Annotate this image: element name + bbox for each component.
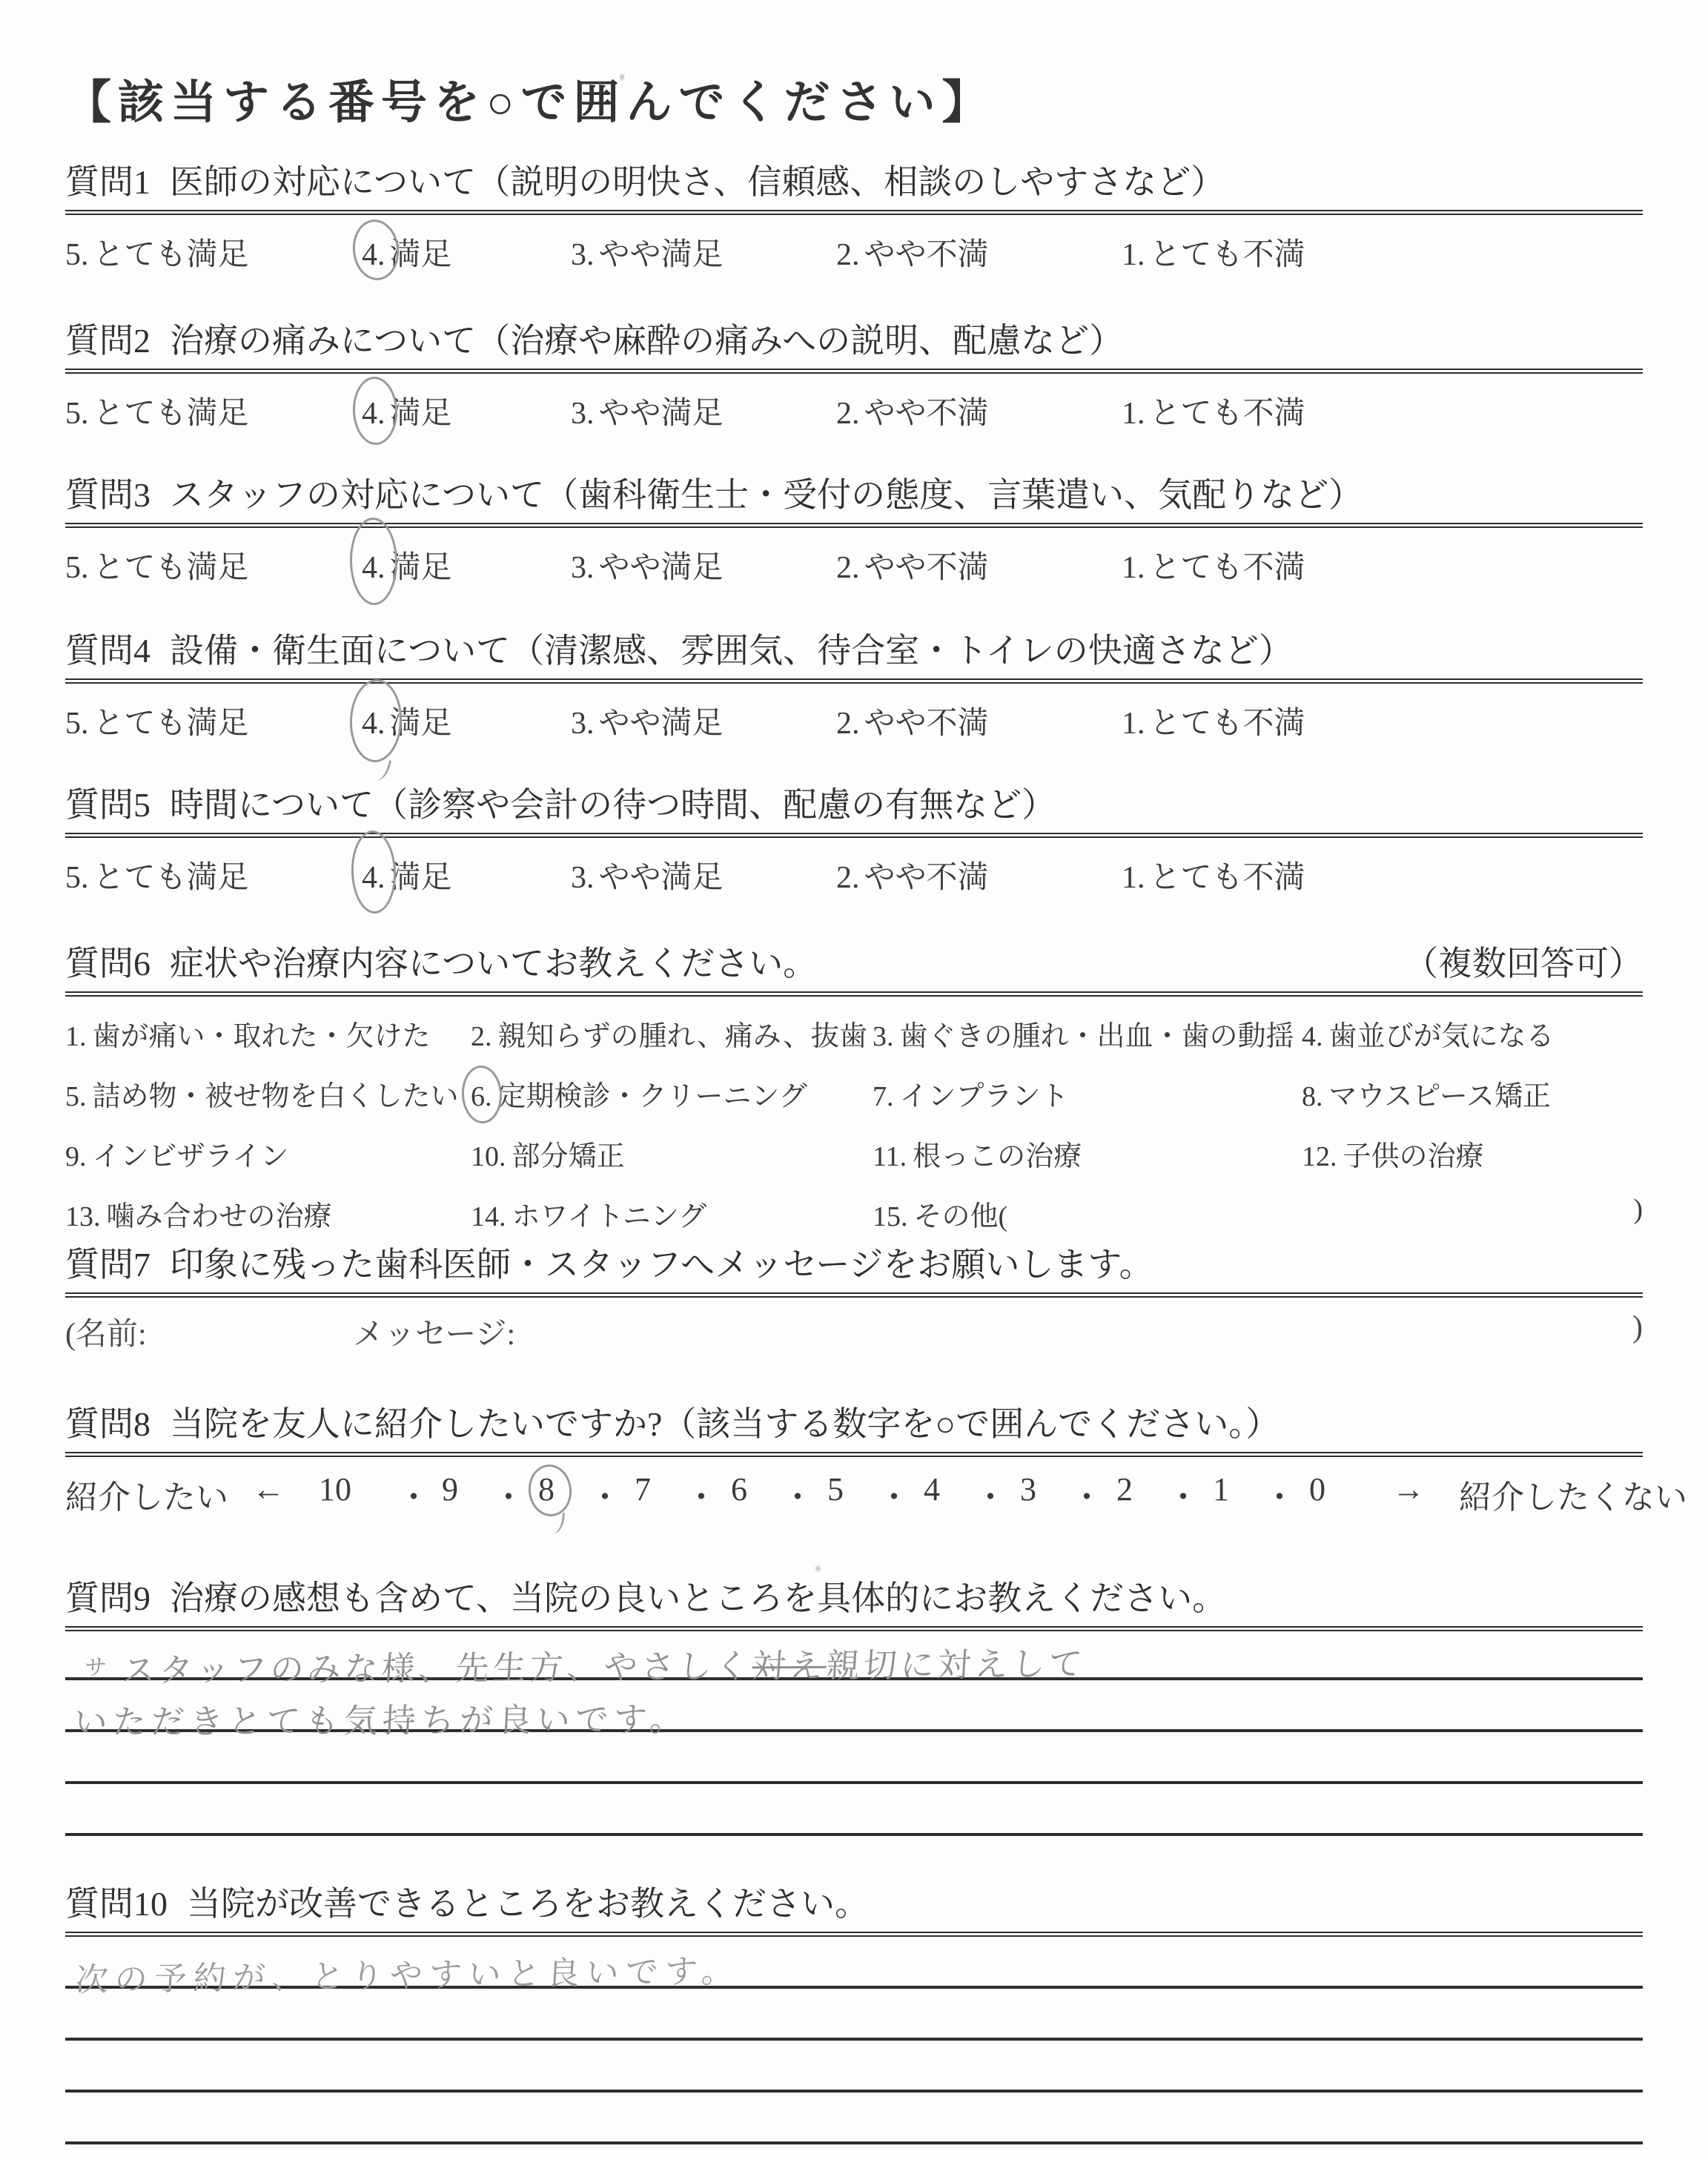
option-number: 4. [362, 238, 385, 273]
nps-dot: ・ [974, 1479, 1007, 1516]
option-label: やや不満 [864, 397, 989, 432]
question-topic: 治療の感想も含めて、当院の良いところを具体的にお教えください。 [170, 1579, 1227, 1617]
nps-dot: ・ [589, 1479, 621, 1516]
rating-option-5 [65, 389, 249, 433]
rating-option-5 [65, 853, 249, 897]
option-number: 2. [836, 707, 860, 742]
nps-dot: ・ [1167, 1479, 1199, 1516]
nps-score-10: 10 [319, 1471, 351, 1508]
question-topic: 症状や治療内容についてお教えください。 [170, 945, 818, 982]
item-number: 11. [873, 1141, 907, 1173]
option-label: やや不満 [864, 707, 989, 742]
question-heading [65, 1578, 1643, 1619]
option-number: 3. [571, 397, 595, 432]
treatment-item-7 [873, 1073, 1302, 1114]
nps-score-1: 1 [1213, 1471, 1229, 1508]
question-6-section [65, 943, 1643, 1234]
rating-option-2 [836, 230, 989, 274]
option-label: とても満足 [93, 397, 249, 432]
rating-option-3 [571, 230, 724, 274]
option-label: 満足 [389, 238, 452, 273]
treatment-item-4 [1302, 1013, 1643, 1054]
question-heading [65, 1404, 1643, 1444]
question-7-section [65, 1244, 1643, 1351]
rating-options-row [65, 698, 1643, 753]
item-label: インプラント [899, 1081, 1069, 1113]
nps-score-2: 2 [1116, 1471, 1133, 1508]
item-number: 7. [873, 1081, 894, 1113]
rating-option-1 [1122, 853, 1305, 897]
heading-rule [65, 210, 1643, 215]
option-label: とても満足 [93, 238, 249, 273]
option-label: やや不満 [864, 861, 989, 896]
treatment-items-grid [65, 1013, 1643, 1234]
nps-left-label: 紹介したい [65, 1479, 228, 1516]
option-label: とても満足 [93, 707, 249, 742]
question-number: 質問10 [65, 1885, 168, 1923]
name-field-label: (名前: [65, 1318, 147, 1353]
nps-score-3: 3 [1020, 1471, 1036, 1508]
rating-option-5 [65, 698, 249, 743]
question-topic: 設備・衛生面について（清潔感、雰囲気、待合室・トイレの快適さなど） [170, 632, 1293, 670]
option-label: やや満足 [598, 707, 724, 742]
item-label: マウスピース矯正 [1328, 1081, 1551, 1113]
heading-rule [65, 1292, 1643, 1298]
option-number: 2. [836, 238, 860, 273]
option-number: 2. [836, 861, 860, 896]
option-number: 5. [65, 238, 89, 273]
option-number: 5. [65, 707, 89, 742]
question-topic: 印象に残った歯科医師・スタッフへメッセージをお願いします。 [170, 1246, 1153, 1284]
left-arrow-icon: ← [252, 1471, 285, 1508]
option-number: 4. [362, 551, 385, 586]
item-label: 歯が痛い・取れた・欠けた [92, 1021, 431, 1053]
handwritten-text: スタッフのみな様、先生方、やさしく [121, 1646, 754, 1691]
nps-dot: ・ [685, 1479, 718, 1516]
answer-rule-line [65, 2041, 1643, 2093]
question-heading [65, 943, 1643, 984]
option-number: 4. [362, 861, 385, 896]
question-heading [65, 785, 1643, 825]
question-number: 質問8 [65, 1405, 150, 1443]
item-number: 9. [65, 1141, 87, 1173]
heading-rule [65, 1626, 1643, 1631]
heading-rule [65, 833, 1643, 838]
treatment-item-6-selected [471, 1073, 873, 1114]
question-heading [65, 162, 1643, 202]
pencil-circle-mark [349, 518, 398, 606]
question-heading [65, 1883, 1643, 1924]
nps-dot: ・ [1263, 1479, 1296, 1516]
answer-lines [65, 1943, 1643, 2144]
page-title: 【該当する番号を○で囲んでください】 [65, 78, 995, 128]
question-number: 質問5 [65, 786, 150, 824]
option-label: 満足 [389, 861, 452, 896]
question-number: 質問1 [65, 163, 150, 201]
item-number: 15. [873, 1201, 908, 1233]
nps-score-4: 4 [924, 1471, 940, 1508]
question-number: 質問6 [65, 945, 150, 982]
pencil-circle-mark [460, 1065, 503, 1125]
handwritten-text: 親切に対えして [825, 1644, 1088, 1685]
treatment-item-12 [1302, 1133, 1643, 1174]
nps-score-7: 7 [635, 1471, 651, 1508]
question-heading [65, 320, 1643, 361]
treatment-item-8 [1302, 1073, 1643, 1114]
question-heading [65, 630, 1643, 671]
question-number: 質問2 [65, 322, 150, 360]
option-label: とても不満 [1149, 397, 1305, 432]
question-topic: 当院を友人に紹介したいですか?（該当する数字を○で囲んでください。） [170, 1405, 1280, 1443]
item-label: ホワイトニング [512, 1201, 707, 1233]
rating-option-1 [1122, 230, 1305, 274]
treatment-item-9 [65, 1133, 471, 1174]
pencil-circle-mark [351, 376, 398, 446]
rating-option-1 [1122, 543, 1305, 587]
item-label: 根っこの治療 [913, 1141, 1082, 1173]
item-number: 4. [1302, 1021, 1323, 1053]
item-number: 10. [471, 1141, 506, 1173]
option-label: 満足 [389, 551, 452, 586]
treatment-item-14 [471, 1193, 873, 1234]
treatment-item-5 [65, 1073, 471, 1114]
option-number: 2. [836, 397, 860, 432]
answer-rule-line [65, 1784, 1643, 1836]
item-number: 14. [471, 1201, 506, 1233]
handwritten-answer-line-1 [83, 1636, 1088, 1691]
rating-options-row [65, 230, 1643, 285]
heading-rule [65, 991, 1643, 997]
nps-score-9: 9 [442, 1471, 458, 1508]
item-label: 噛み合わせの治療 [106, 1201, 332, 1233]
item-label: 親知らずの腫れ、痛み、抜歯 [497, 1021, 868, 1053]
handwritten-answer-line [74, 1944, 742, 2001]
question-5-section [65, 785, 1643, 908]
rating-option-2 [836, 853, 989, 897]
option-label: 満足 [389, 707, 452, 742]
rating-option-4-selected [362, 543, 452, 587]
question-topic: 医師の対応について（説明の明快さ、信頼感、相談のしやすさなど） [170, 163, 1225, 201]
option-number: 3. [571, 238, 595, 273]
question-2-section [65, 320, 1643, 443]
treatment-item-10 [471, 1133, 873, 1174]
item-label: 詰め物・被せ物を白くしたい [92, 1081, 459, 1113]
item-number: 8. [1302, 1081, 1323, 1113]
option-label: とても不満 [1149, 861, 1305, 896]
option-label: やや満足 [598, 551, 724, 586]
rating-option-5 [65, 230, 249, 274]
treatment-item-2 [471, 1013, 873, 1054]
option-number: 5. [65, 861, 89, 896]
rating-option-4-selected [362, 698, 452, 743]
nps-score-0: 0 [1309, 1471, 1325, 1508]
item-number: 13. [65, 1201, 101, 1233]
rating-options-row [65, 853, 1643, 908]
nps-scale-row [65, 1470, 1687, 1530]
question-10-section [65, 1883, 1643, 2144]
rating-options-row [65, 389, 1643, 443]
scan-speckle [815, 1566, 821, 1571]
handwritten-answer-line-2 [73, 1692, 689, 1743]
rating-option-4-selected [362, 389, 452, 433]
nps-right-label: 紹介したくない [1459, 1479, 1687, 1516]
question-topic: 治療の痛みについて（治療や麻酔の痛みへの説明、配慮など） [170, 322, 1124, 360]
option-number: 3. [571, 861, 595, 896]
option-number: 4. [362, 707, 385, 742]
option-number: 5. [65, 551, 89, 586]
question-9-section [65, 1578, 1643, 1836]
option-label: とても不満 [1149, 707, 1305, 742]
item-label: 子供の治療 [1343, 1141, 1484, 1173]
name-message-row [65, 1309, 1643, 1351]
heading-rule [65, 1452, 1643, 1457]
right-arrow-icon: → [1392, 1471, 1425, 1508]
treatment-item-13 [65, 1193, 471, 1234]
item-number: 2. [471, 1021, 492, 1053]
treatment-item-1 [65, 1013, 471, 1054]
rating-option-1 [1122, 698, 1305, 743]
rating-options-row [65, 543, 1643, 598]
nps-dot: ・ [397, 1479, 430, 1516]
pencil-circle-mark [350, 217, 402, 283]
option-number: 5. [65, 397, 89, 432]
nps-score-5: 5 [827, 1471, 844, 1508]
nps-score-6: 6 [731, 1471, 747, 1508]
option-label: とても満足 [93, 861, 249, 896]
question-number: 質問9 [65, 1579, 150, 1617]
option-label: やや満足 [598, 397, 724, 432]
item-number: 5. [65, 1081, 87, 1113]
nps-dot: ・ [878, 1479, 910, 1516]
rating-option-3 [571, 698, 724, 743]
option-number: 1. [1122, 551, 1145, 586]
question-topic: 時間について（診察や会計の待つ時間、配慮の有無など） [170, 786, 1056, 824]
option-number: 4. [362, 397, 385, 432]
handwritten-text: 次の予約が、とりやすいと良いです。 [74, 1952, 742, 2000]
pencil-circle-mark [350, 830, 397, 914]
answer-rule-line [65, 2093, 1643, 2144]
question-3-section [65, 475, 1643, 598]
handwritten-text: いただきとても気持ちが良いです。 [73, 1700, 689, 1743]
item-label: 歯ぐきの腫れ・出血・歯の動揺 [899, 1021, 1294, 1053]
item-label: 部分矯正 [512, 1141, 625, 1173]
item-label: 定期検診・クリーニング [497, 1081, 807, 1113]
rating-option-5 [65, 543, 249, 587]
handwritten-struck-text: 対え [751, 1645, 828, 1686]
option-number: 1. [1122, 707, 1145, 742]
question-4-section [65, 630, 1643, 753]
question-topic: 当院が改善できるところをお教えください。 [187, 1885, 869, 1923]
option-number: 1. [1122, 861, 1145, 896]
question-heading-left [65, 943, 817, 984]
heading-rule [65, 1932, 1643, 1937]
nps-dot: ・ [781, 1479, 814, 1516]
option-label: とても不満 [1149, 238, 1305, 273]
nps-dot: ・ [492, 1479, 525, 1516]
multi-answer-note: （複数回答可） [1404, 945, 1643, 982]
answer-lines [65, 1637, 1643, 1836]
item-label: 歯並びが気になる [1328, 1021, 1555, 1053]
option-number: 1. [1122, 397, 1145, 432]
rating-option-3 [571, 389, 724, 433]
option-label: とても満足 [93, 551, 249, 586]
option-label: やや満足 [598, 238, 724, 273]
item-label: インビザライン [92, 1141, 289, 1173]
rating-option-1 [1122, 389, 1305, 433]
item-label: その他( [913, 1201, 1008, 1233]
treatment-item-11 [873, 1133, 1302, 1174]
item-number: 6. [471, 1081, 492, 1113]
question-8-section [65, 1404, 1687, 1530]
option-label: やや不満 [864, 551, 989, 586]
heading-rule [65, 678, 1643, 684]
option-label: やや満足 [598, 861, 724, 896]
handwritten-lead-mark: サ [83, 1654, 112, 1681]
question-heading [65, 475, 1643, 515]
rating-option-3 [571, 543, 724, 587]
treatment-item-15-other [873, 1193, 1302, 1234]
question-number: 質問7 [65, 1246, 150, 1284]
close-paren: ) [1632, 1310, 1643, 1345]
nps-dot: ・ [1070, 1479, 1103, 1516]
option-label: やや不満 [864, 238, 989, 273]
treatment-item-3 [873, 1013, 1302, 1054]
pencil-circle-mark [348, 678, 403, 763]
option-label: 満足 [389, 397, 452, 432]
rating-option-2 [836, 543, 989, 587]
question-1-section [65, 162, 1643, 285]
other-close-paren: ) [1633, 1194, 1643, 1226]
option-number: 2. [836, 551, 860, 586]
option-number: 3. [571, 551, 595, 586]
rating-option-3 [571, 853, 724, 897]
nps-score-8-selected: 8 [538, 1470, 555, 1508]
option-number: 1. [1122, 238, 1145, 273]
item-number: 3. [873, 1021, 894, 1053]
heading-rule [65, 369, 1643, 374]
question-number: 質問3 [65, 476, 150, 514]
rating-option-2 [836, 389, 989, 433]
option-number: 3. [571, 707, 595, 742]
heading-rule [65, 523, 1643, 528]
rating-option-4-selected [362, 230, 452, 274]
pencil-circle-mark [526, 1462, 575, 1519]
option-label: とても不満 [1149, 551, 1305, 586]
rating-option-4-selected [362, 853, 452, 897]
question-number: 質問4 [65, 632, 150, 670]
message-field-label: メッセージ: [353, 1318, 516, 1353]
question-topic: スタッフの対応について（歯科衛生士・受付の態度、言葉遣い、気配りなど） [170, 476, 1363, 514]
rating-option-2 [836, 698, 989, 743]
question-heading [65, 1244, 1643, 1285]
item-number: 12. [1302, 1141, 1337, 1173]
item-number: 1. [65, 1021, 87, 1053]
